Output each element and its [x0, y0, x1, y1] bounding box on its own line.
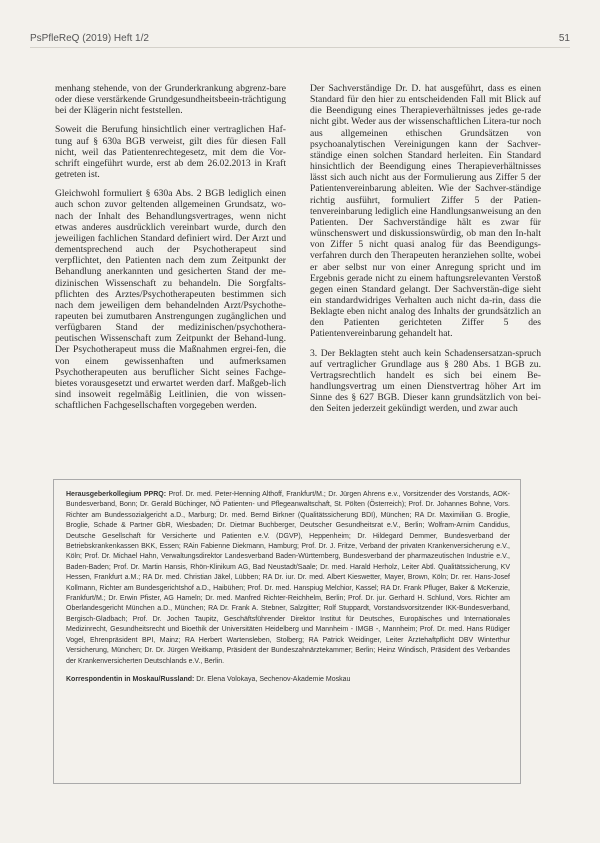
correspondent-line — [66, 675, 510, 685]
running-head — [30, 33, 570, 48]
paragraph: Gleichwohl formuliert § 630a Abs. 2 BGB lediglich einen auch schon zuvor geltenden allgemeinen Grundsatz, wo-nach der Inhalt des Behandlungsvertrages, wenn nicht etwas anderes ausdrücklich vereinbart wurde, durch den jeweiligen fachlichen Standard definiert wird. Der Arzt und dementsprechend auch der Psychotherapeut sind verpflichtet, den Patienten nach dem zum Zeitpunkt der Behandlung anerkannten und gesicherten Stand der me-dizinischen Wissenschaft zu behandeln. Die Sorgfalts-pflichten des Arztes/Psychotherapeuten bestimmen sich nach dem jeweiligen dem behandelnden Arzt/Psychothe-rapeuten bei zumutbaren Anstrengungen zugänglichen und verfügbaren Stand der medizinischen/psychothera-peutischen Wissenschaft zum Zeitpunkt der Behand-lung. Der Psychotherapeut muss die Maßnahmen ergrei-fen, die von einem gewissenhaften und aufmerksamen Psychotherapeuten aus beruflicher Sicht seines Fachge-bietes vorausgesetzt und erwartet werden darf. Maßgeb-lich sind insoweit regelmäßig Leitlinien, die von wissen-schaftlichen Fachgesellschaften vorgegeben werden. — [55, 188, 286, 412]
editorial-board-box — [53, 479, 521, 784]
body-columns — [55, 83, 541, 475]
correspondent-label: Korrespondentin in Moskau/Russland: — [66, 675, 195, 683]
right-column — [310, 83, 541, 475]
page-number: 51 — [558, 33, 570, 44]
paragraph: menhang stehende, von der Grunderkrankung abgrenz-bare oder diese verstärkende Grundgesundheitsbeein-trächtigung bei der Klägerin nicht feststellen. — [55, 83, 286, 117]
paragraph: Soweit die Berufung hinsichtlich einer vertraglichen Haf-tung auf § 630a BGB verweist, gilt dies für diesen Fall nicht, weil das Patientenrechtegesetz, mit dem die Vor-schrift eingeführt wurde, erst ab dem 26.02.2013 in Kraft getreten ist. — [55, 124, 286, 181]
correspondent-name: Dr. Elena Volokaya, Sechenov-Akademie Moskau — [194, 675, 351, 683]
paragraph: Der Sachverständige Dr. D. hat ausgeführt, dass es einen Standard für den hier zu entscheidenden Fall mit Blick auf die Beendigung eines Therapieverhältnisses jedes ge-rade nicht gibt. Weder aus der wissenschaftlichen Litera-tur noch aus allgemeinen ethischen Grundsätzen von psychoanalytischen Vereinigungen kann der Sachver-ständige einen solchen Standard herleiten. Ein Standard hinsichtlich der Beendigung eines Therapieverhältnisses lässt sich auch nicht aus der Formulierung aus Ziffer 5 der Patientenvereinbarung ableiten. Wie der Sachver-ständige richtig ausführt, formuliert Ziffer 5 der Patien-tenvereinbarung lediglich eine Handlungsanweisung an den Patienten. Der Sachverständige hält es zwar für wünschenswert und diskussionswürdig, ob man den In-halt von Ziffer 5 nicht quasi analog für das Beendigungs-verfahren durch den Therapeuten heranziehen sollte, wobei er aber selbst nur von einer Anregung spricht und im Ergebnis gerade nicht zu einem haftungsrelevanten Verstoß gegen einen Standard gelangt. Der Sachverstän-dige sieht ein standardwidriges Verhalten auch nicht da-rin, dass die Beklagte eben nicht analog des Inhalts der grundsätzlich an den Patienten gerichteten Ziffer 5 des Patientenvereinbarung gehandelt hat. — [310, 83, 541, 340]
editorial-board-members: Prof. Dr. med. Peter-Henning Althoff, Frankfurt/M.; Dr. Jürgen Ahrens e.v., Vorsitzender des Vorstands, AOK-Bundesverband, Bonn; Dr. Gerald Büchinger, NÖ Patienten- und Pflegeanwaltschaft, St. Pölten (Österreich); Prof. Dr. Johannes Bohne, Vors. Richter am Bundessozialgericht a.D., Marburg; Dr. med. Bernd Birkner (Qualitätssicherung BDI), München; RA Dr. Maximilian G. Broglie, Broglie, Schade & Partner GbR, Wiesbaden; Dr. Dietmar Buchberger, Deutscher Gesundheitsrat e.V., Berlin; Wolfram-Arnim Candidus, Deutsche Gesellschaft für Versicherte und Patienten e.V. (DGVP), Heppenheim; Dr. Hildegard Demmer, Bundesverband der Betriebskrankenkassen BKK, Essen; RAin Fabienne Diekmann, Hamburg; Prof. Dr. J. Fritze, Verband der privaten Krankenversicherung e.V., Köln; Prof. Dr. Michael Hahn, Verwaltungsdirektor Landesverband Baden-Württemberg, Bundesverband der pharmazeutischen Industrie e.V., Baden-Baden; Prof. Dr. Martin Hansis, Rhön-Klinikum AG, Bad Neustadt/Saale; Dr. med. Harald Herholz, Leiter Abtl. Qualitätssicherung, KV Hessen, Frankfurt a.M.; RA Dr. med. Christian Jäkel, Lübben; RA Dr. iur. Dr. med. Albert Kieswetter, Mayer, Brown, Köln; Dr. rer. Hans-Josef Kollmann, Richter am Bundesgerichtshof a.D., Haibühen; Prof. Dr. med. Hanspiug Melchior, Kassel; RA Dr. Frank Pfluger, Baker & McKenzie, Frankfurt/M.; Dr. Erwin Pfister, AG Hameln; Dr. med. Manfred Richter-Reichhelm, Berlin; Prof. Dr. jur. Gerhard H. Schlund, Vors. Richter am Oberlandesgericht München a.D., München; RA Dr. Frank A. Stebner, Salzgitter; Rolf Stuppardt, Vorstandsvorsitzender IKK-Bundesverband, Bergisch-Gladbach; Prof. Dr. Jochen Taupitz, Geschäftsführender Direktor Institut für Deutsches, Europäisches und Internationales Medizinrecht, Gesundheitsrecht und Bioethik der Universitäten Heidelberg und Mannheim - IMGB -, Mannheim; Prof. Dr. med. Hans Rüdiger Vogel, Ehrenpräsident BPI, Mainz; RA Herbert Wartensleben, Stolberg; RA Patrick Weidinger, Leiter Ärztehaftpflicht DBV Winterthur Versicherung, München; Dr. Dr. Jürgen Weitkamp, Präsident der Bundeszahnärztekammer; Berlin; Heinz Windisch, Präsident des Verbandes der Krankenversicherten Deutschlands e.V., Berlin. — [66, 491, 510, 665]
journal-title: PsPfleReQ (2019) Heft 1/2 — [30, 33, 149, 44]
paragraph: 3. Der Beklagten steht auch kein Schadensersatzan-spruch auf vertraglicher Grundlage aus § 280 Abs. 1 BGB zu. Vertragsrechtlich handelt es sich bei einem Be-handlungsvertrag um einen Dienstvertrag höher Art im Sinne des § 627 BGB. Dieser kann grundsätzlich von bei-den Seiten jederzeit gekündigt werden, und zwar auch — [310, 347, 541, 415]
left-column — [55, 83, 286, 475]
editorial-board-label: Herausgeberkollegium PPRQ: — [66, 491, 167, 498]
editorial-board-text — [66, 490, 510, 667]
